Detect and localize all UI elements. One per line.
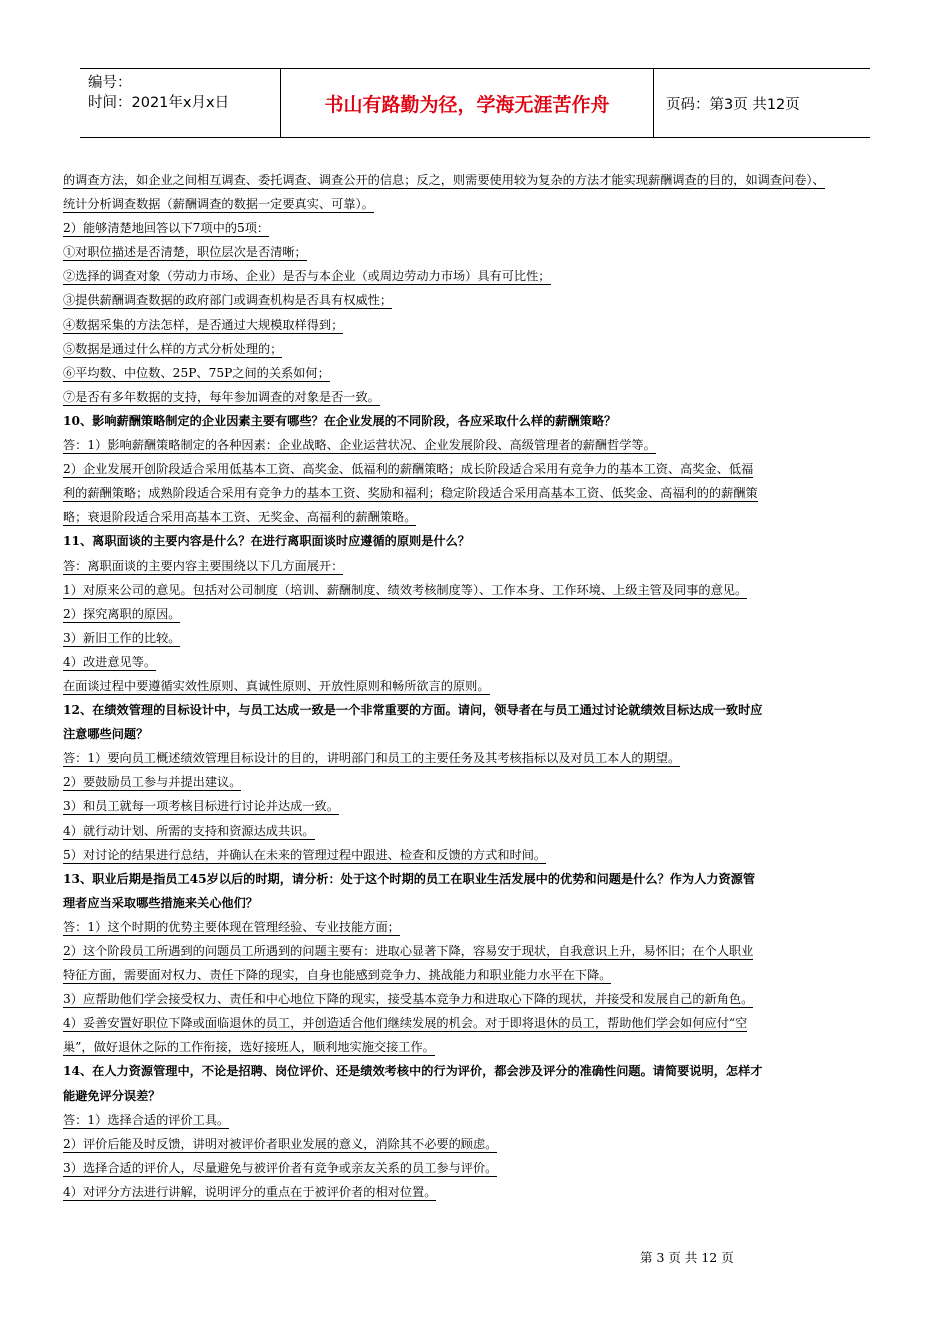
answer-text: 的调查方法，如企业之间相互调查、委托调查、调查公开的信息；反之，则需要使用较为复杂的方法才能实现薪酬调查的目的，如调查问卷）、 (63, 173, 825, 187)
body-line (63, 989, 893, 1013)
body-line (63, 845, 893, 869)
answer-text: 3）和员工就每一项考核目标进行讨论并达成一致。 (63, 799, 339, 814)
body-line (63, 459, 893, 483)
answer-text: ⑤数据是通过什么样的方式分析处理的； (63, 341, 283, 356)
answer-text: 巢”，做好退休之际的工作衔接，选好接班人，顺利地实施交接工作。 (63, 1040, 435, 1055)
answer-text: ④数据采集的方法怎样，是否通过大规模取样得到； (63, 317, 344, 332)
body-line (63, 628, 893, 652)
body-line (63, 507, 893, 531)
answer-text: 4）就行动计划、所需的支持和资源达成共识。 (63, 823, 315, 838)
answer-text: 5）对讨论的结果进行总结，并确认在未来的管理过程中跟进、检查和反馈的方式和时间。 (63, 847, 547, 862)
answer-text: 在面谈过程中要遵循实效性原则、真诚性原则、开放性原则和畅所欲言的原则。 (63, 678, 490, 693)
body-line (63, 170, 893, 194)
answer-text: 答：离职面谈的主要内容主要围绕以下几方面展开： (63, 558, 344, 573)
body-line (63, 821, 893, 845)
answer-text: 统计分析调查数据（薪酬调查的数据一定要真实、可靠）。 (63, 197, 374, 212)
header-page-label: 页码：第3页 共12页 (666, 96, 800, 113)
body-line (63, 290, 893, 314)
body-line (63, 772, 893, 796)
body-line (63, 652, 893, 676)
header-motto: 书山有路勤为径，学海无涯苦作舟 (281, 69, 654, 137)
answer-text: ⑦是否有多年数据的支持，每年参加调查的对象是否一致。 (63, 389, 380, 404)
body-line (63, 194, 893, 218)
answer-text: ⑥平均数、中位数、25P、75P之间的关系如何； (63, 365, 330, 380)
body-line (63, 917, 893, 941)
body-line (63, 387, 893, 411)
body-line (63, 1158, 893, 1182)
answer-text: 2）评价后能及时反馈，讲明对被评价者职业发展的意义，消除其不必要的顾虑。 (63, 1136, 498, 1151)
answer-text: 略；衰退阶段适合采用高基本工资、无奖金、高福利的薪酬策略。 (63, 510, 417, 525)
answer-text: 3）应帮助他们学会接受权力、责任和中心地位下降的现实，接受基本竞争力和进取心下降的现状，并接受和发展自己的新角色。 (63, 992, 754, 1007)
answer-text: ①对职位描述是否清楚，职位层次是否清晰； (63, 245, 307, 260)
body-line (63, 1182, 893, 1206)
answer-text: ③提供薪酬调查数据的政府部门或调查机构是否具有权威性； (63, 293, 393, 308)
body-line (63, 1013, 893, 1037)
body-line (63, 1110, 893, 1134)
answer-text: 2）能够清楚地回答以下7项中的5项： (63, 221, 270, 236)
answer-text: 4）对评分方法进行讲解，说明评分的重点在于被评价者的相对位置。 (63, 1184, 437, 1199)
body-line (63, 218, 893, 242)
answer-text: 利的薪酬策略；成熟阶段适合采用有竞争力的基本工资、奖励和福利；稳定阶段适合采用高基本工资、低奖金、高福利的的薪酬策 (63, 486, 758, 501)
question-text: 11、离职面谈的主要内容是什么？在进行离职面谈时应遵循的原则是什么？ (63, 534, 470, 549)
answer-text: 3）选择合适的评价人，尽量避免与被评价者有竞争或亲友关系的员工参与评价。 (63, 1160, 498, 1175)
answer-text: 答：1）影响薪酬策略制定的各种因素：企业战略、企业运营状况、企业发展阶段、高级管理者的薪酬哲学等。 (63, 438, 656, 453)
body-line (63, 242, 893, 266)
question-line (63, 893, 893, 917)
body-line (63, 604, 893, 628)
answer-text: 1）对原来公司的意见。包括对公司制度（培训、薪酬制度、绩效考核制度等）、工作本身、工作环境、上级主管及同事的意见。 (63, 582, 748, 597)
header-meta (80, 69, 281, 137)
body-line (63, 676, 893, 700)
body-line (63, 556, 893, 580)
body-line (63, 580, 893, 604)
answer-text: 4）改进意见等。 (63, 654, 157, 669)
question-text: 能避免评分误差？ (63, 1088, 161, 1103)
answer-text: 4）妥善安置好职位下降或面临退休的员工，并创造适合他们继续发展的机会。对于即将退休的员工，帮助他们学会如何应付“空 (63, 1016, 748, 1031)
question-line (63, 1061, 893, 1085)
body-line (63, 1134, 893, 1158)
body-line (63, 339, 893, 363)
document-date-label: 时间：2021年x月x日 (88, 95, 230, 111)
answer-text: 2）企业发展开创阶段适合采用低基本工资、高奖金、低福利的薪酬策略；成长阶段适合采用有竞争力的基本工资、高奖金、低福 (63, 462, 754, 477)
document-body (63, 170, 893, 1206)
body-line (63, 1037, 893, 1061)
body-line (63, 941, 893, 965)
body-line (63, 315, 893, 339)
answer-text: 答：1）这个时期的优势主要体现在管理经验、专业技能方面； (63, 919, 400, 934)
answer-text: 答：1）要向员工概述绩效管理目标设计的目的，讲明部门和员工的主要任务及其考核指标以及对员工本人的期望。 (63, 751, 681, 766)
page-footer: 第 3 页 共 12 页 (640, 1250, 734, 1265)
body-line (63, 748, 893, 772)
question-text: 注意哪些问题？ (63, 727, 149, 742)
body-line (63, 796, 893, 820)
question-line (63, 700, 893, 724)
body-line (63, 363, 893, 387)
answer-text: 答：1）选择合适的评价工具。 (63, 1112, 230, 1127)
answer-text: 2）要鼓励员工参与并提出建议。 (63, 775, 242, 790)
body-line (63, 266, 893, 290)
body-line (63, 435, 893, 459)
body-line (63, 483, 893, 507)
question-text: 12、在绩效管理的目标设计中，与员工达成一致是一个非常重要的方面。请问，领导者在与员工通过讨论就绩效目标达成一致时应 (63, 703, 763, 718)
question-text: 14、在人力资源管理中，不论是招聘、岗位评价、还是绩效考核中的行为评价，都会涉及评分的准确性问题。请简要说明，怎样才 (63, 1064, 763, 1079)
question-line (63, 869, 893, 893)
question-line (63, 1086, 893, 1110)
page-header (80, 68, 870, 138)
question-text: 理者应当采取哪些措施来关心他们？ (63, 895, 258, 910)
answer-text: 3）新旧工作的比较。 (63, 630, 181, 645)
document-code-label: 编号： (88, 75, 132, 91)
question-line (63, 531, 893, 555)
body-line (63, 965, 893, 989)
question-text: 10、影响薪酬策略制定的企业因素主要有哪些？在企业发展的不同阶段，各应采取什么样的薪酬策略？ (63, 413, 617, 428)
answer-text: 2）这个阶段员工所遇到的问题员工所遇到的问题主要有：进取心显著下降，容易安于现状，自我意识上升，易怀旧；在个人职业 (63, 944, 754, 958)
answer-text: 特征方面，需要面对权力、责任下降的现实，自身也能感到竞争力、挑战能力和职业能力水平在下降。 (63, 968, 612, 983)
question-line (63, 411, 893, 435)
answer-text: 2）探究离职的原因。 (63, 606, 181, 621)
answer-text: ②选择的调查对象（劳动力市场、企业）是否与本企业（或周边劳动力市场）具有可比性； (63, 269, 551, 284)
question-line (63, 724, 893, 748)
question-text: 13、职业后期是指员工45岁以后的时期，请分析：处于这个时期的员工在职业生活发展中的优势和问题是什么？作为人力资源管 (63, 871, 756, 886)
